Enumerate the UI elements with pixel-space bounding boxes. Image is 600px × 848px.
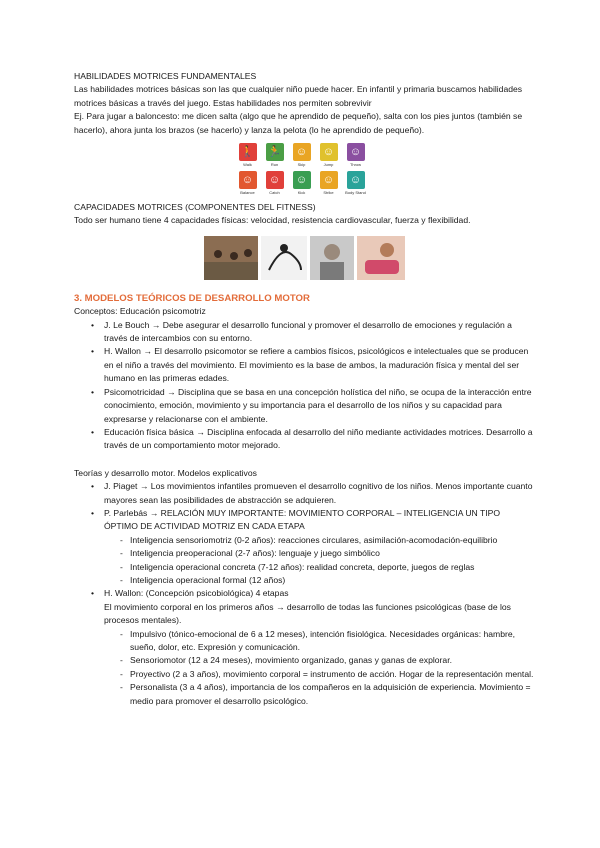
walk-icon [239, 143, 257, 161]
motor-skill-tile [315, 171, 342, 195]
icon-glyph: ☺ [295, 145, 308, 158]
theories-list [74, 480, 534, 708]
section-title-modelos: 3. MODELOS TEÓRICOS DE DESARROLLO MOTOR [74, 292, 310, 304]
icon-glyph: 🏃 [267, 145, 282, 158]
list-item: • H. Wallon → El desarrollo psicomotor se refiere a cambios físicos, psicológicos e intelectuales que se producen en el niño a través del movimiento. El movimiento es la base de ambos, la maduración física y mental del ser humano en las primeras edades. [104, 345, 534, 385]
paragraph-capacidades: Todo ser humano tiene 4 capacidades físicas: velocidad, resistencia cardiovascular, fuerza y flexibilidad. [74, 215, 471, 226]
icon-glyph: ☺ [349, 145, 362, 158]
list-item: - Sensoriomotor (12 a 24 meses), movimiento organizado, ganas y ganas de explorar. [130, 654, 534, 667]
icon-glyph: ☺ [322, 173, 335, 186]
list-item: - Personalista (3 a 4 años), importancia de los compañeros en la adquisición de experiencia. Movimiento = medio para promover el desarrollo psicológico. [130, 681, 534, 708]
subheading-teorias: Teorías y desarrollo motor. Modelos explicativos [74, 467, 257, 478]
motor-skill-tile [234, 171, 261, 195]
fitness-photo-strip [204, 236, 534, 280]
motor-skill-label: Run [270, 162, 279, 168]
motor-skill-tile [288, 171, 315, 195]
parlebas-text: P. Parlebás → RELACIÓN MUY IMPORTANTE: MOVIMIENTO CORPORAL – INTELIGENCIA UN TIPO ÓPTIMO DE ACTIVIDAD MOTRIZ EN CADA ETAPA [104, 507, 501, 532]
wallon-description: El movimiento corporal en los primeros años → desarrollo de todas las funciones psicológicas (base de los procesos mentales). [104, 601, 511, 626]
photo-endurance-image [310, 236, 354, 280]
wallon-text: H. Wallon: (Concepción psicobiológica) 4 etapas [104, 588, 289, 599]
motor-skill-label: Jump [323, 162, 334, 168]
paragraph-habilidades: Las habilidades motrices básicas son las que cualquier niño puede hacer. En infantil y primaria buscamos habilidades motrices básicas a través del juego. Estas habilidades nos permiten sobrevivir [74, 84, 523, 108]
concepts-list [74, 319, 534, 453]
motor-skill-label: Balance [240, 190, 255, 196]
skip-icon [293, 143, 311, 161]
icon-glyph: ☺ [241, 173, 254, 186]
photo-speed-image [204, 236, 258, 280]
list-item-piaget: • J. Piaget → Los movimientos infantiles promueven el desarrollo cognitivo de los niños. Menos importante cuanto mayores sean las posibilidades de abstracción se adquieren. [104, 480, 534, 507]
motor-skill-label: Kick [297, 190, 306, 196]
catch-icon [266, 171, 284, 189]
motor-skill-label: Walk [243, 162, 252, 168]
list-item: • Educación física básica → Disciplina enfocada al desarrollo del niño mediante actividades motrices. Desarrollo a través de un comportamiento motor mejorado. [104, 426, 534, 453]
section-title-habilidades: HABILIDADES MOTRICES FUNDAMENTALES [74, 71, 257, 81]
document-page [74, 70, 534, 708]
motor-skill-label: Throw [349, 162, 362, 168]
motor-skill-label: Skip [297, 162, 306, 168]
motor-skill-tile [342, 171, 369, 195]
jump-icon [320, 143, 338, 161]
paragraph-ejemplo: Ej. Para jugar a baloncesto: me dicen salta (algo que he aprendido de pequeño), salta con los pies juntos (también se hacerlo), ahora junta los brazos (se hacerlo) y lanza la pelota (lo he aprendido de pequeño). [74, 111, 523, 135]
subheading-conceptos: Conceptos: Educación psicomotriz [74, 306, 206, 317]
motor-skill-label: Strike [323, 190, 334, 196]
icon-glyph: ☺ [349, 173, 362, 186]
icon-glyph: ☺ [295, 173, 308, 186]
motor-skill-label: Body Stand [345, 190, 366, 196]
list-item: - Inteligencia preoperacional (2-7 años): lenguaje y juego simbólico [130, 547, 534, 560]
section-title-capacidades: CAPACIDADES MOTRICES (COMPONENTES DEL FITNESS) [74, 202, 316, 213]
parlebas-sublist [104, 534, 534, 588]
motor-skill-tile [288, 143, 315, 167]
motor-skill-tile [261, 143, 288, 167]
list-item: • J. Le Bouch → Debe asegurar el desarrollo funcional y promover el desarrollo de emociones y regulación a través de intercambios con su entorno. [104, 319, 534, 346]
motor-skill-tile [234, 143, 261, 167]
wallon-sublist [104, 628, 534, 708]
list-item: - Proyectivo (2 a 3 años), movimiento corporal = instrumento de acción. Hogar de la representación mental. [130, 668, 534, 681]
motor-skill-label: Catch [269, 190, 280, 196]
motor-skill-tile [315, 143, 342, 167]
motor-skill-tile [261, 171, 288, 195]
throw-icon [347, 143, 365, 161]
photo-flexibility-image [357, 236, 405, 280]
motor-skills-icon-grid [234, 143, 369, 195]
balance-icon [239, 171, 257, 189]
list-item-wallon [104, 587, 534, 708]
list-item-parlebas [104, 507, 534, 587]
list-item: - Inteligencia sensoriomotriz (0-2 años): reacciones circulares, asimilación-acomodación-equilibrio [130, 534, 534, 547]
run-icon [266, 143, 284, 161]
stand-icon [347, 171, 365, 189]
icon-glyph: ☺ [268, 173, 281, 186]
strike-icon [320, 171, 338, 189]
photo-strength-image [261, 236, 307, 280]
icon-glyph: 🚶 [240, 145, 255, 158]
kick-icon [293, 171, 311, 189]
list-item: - Inteligencia operacional concreta (7-12 años): realidad concreta, deporte, juegos de reglas [130, 561, 534, 574]
icon-glyph: ☺ [322, 145, 335, 158]
list-item: - Inteligencia operacional formal (12 años) [130, 574, 534, 587]
list-item: - Impulsivo (tónico-emocional de 6 a 12 meses), intención fisiológica. Necesidades orgánicas: hambre, sueño, dolor, etc. Expresión y comunicación. [130, 628, 534, 655]
list-item: • Psicomotricidad → Disciplina que se basa en una concepción holística del niño, se ocupa de la interacción entre conocimiento, emoción, movimiento y su importancia para el desarrollo de los niños y su capacidad para expresarse y relacionarse con el ambiente. [104, 386, 534, 426]
motor-skill-tile [342, 143, 369, 167]
